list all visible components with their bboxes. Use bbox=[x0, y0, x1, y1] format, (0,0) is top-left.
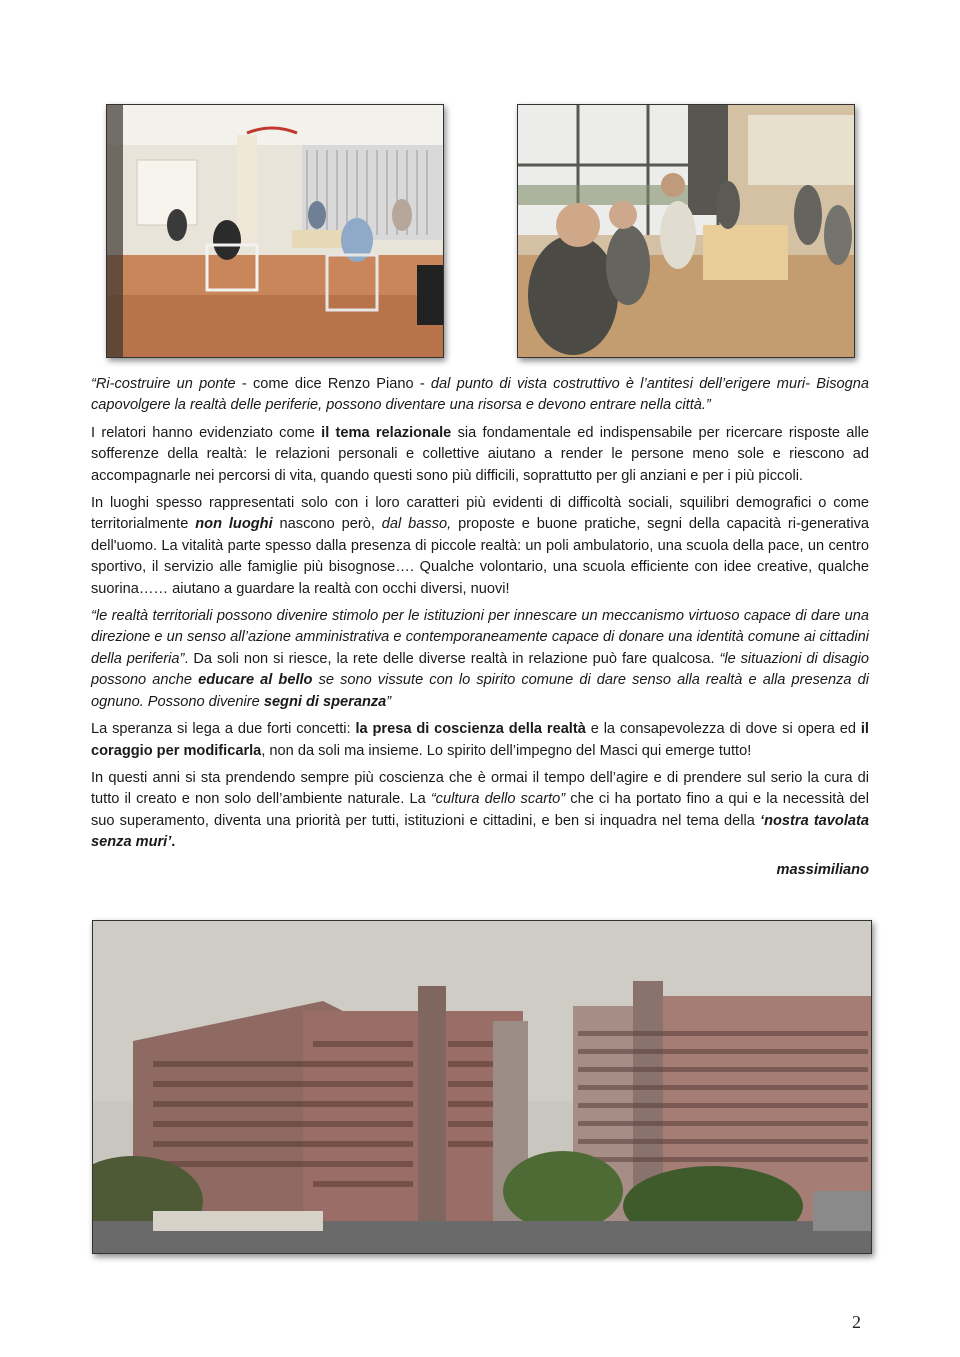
author-signature: massimiliano bbox=[776, 861, 869, 878]
paragraph-3: In luoghi spesso rappresentati solo con i loro caratteri più evidenti di difficoltà sociali, squilibri demografici o come territorialmente non luoghi nascono però, dal basso, proposte e buone pratiche, segni della capacità ri-generativa dell'uomo. La vitalità parte spesso dalla presenza di piccole realtà: un poli ambulatorio, una scuola della pace, un centro sportivo, il servizio alle famiglie più bisognose…. Qualche volontario, una scuola efficiente con idee creative, qualche suorina…… aiutano a guardare la realtà con occhi diversi, nuovi! bbox=[91, 495, 870, 597]
paragraph-4: “le realtà territoriali possono divenire stimolo per le istituzioni per innescare un meccanismo virtuoso capace di dare una direzione e un senso all’azione amministrativa e contemporaneamente capace di donare una identità comune ai cittadini della periferia”. Da soli non si riesce, la rete delle diverse realtà in relazione può fare qualcosa. “le situazioni di disagio possono anche educare al bello se sono vissute con lo spirito comune di dare senso alla realtà e alla presenza di ognuno. Possono divenire segni di speranza” bbox=[91, 608, 869, 710]
meeting-sunlit-room-photo bbox=[517, 104, 855, 358]
paragraph-2: I relatori hanno evidenziato come il tema relazionale sia fondamentale ed indispensabile per ricercare risposte alle sofferenze della realtà: le relazioni personali e collettive aiutano a render le persone meno sole e riescono ad accompagnarle nei percorsi di vita, quando questi sono più difficili, soprattutto per gli anziani e per i più piccoli. bbox=[91, 424, 869, 484]
paragraph-1: “Ri-costruire un ponte - come dice Renzo Piano - dal punto di vista costruttivo è l’antitesi dell’erigere muri- Bisogna capovolgere la realtà delle periferie, possono diventare una risorsa e devono entrare nella città.” bbox=[91, 376, 869, 414]
paragraph-5: La speranza si lega a due forti concetti: la presa di coscienza della realtà e la consapevolezza di dove si opera ed il coraggio per modificarla, non da soli ma insieme. Lo spirito dell’impegno del Masci qui emerge tutto! bbox=[91, 721, 869, 759]
page-number: 2 bbox=[852, 1312, 861, 1332]
housing-blocks-photo bbox=[92, 920, 872, 1254]
article-body bbox=[91, 374, 869, 887]
meeting-room-photo bbox=[106, 104, 444, 358]
paragraph-6: In questi anni si sta prendendo sempre più coscienza che è ormai il tempo dell’agire e di prendere sul serio la cura di tutto il creato e non solo dell’ambiente naturale. La “cultura dello scarto” che ci ha portato fino a qui e la necessità del suo superamento, diventa una priorità per tutti, istituzioni e cittadini, e ben si inquadra nel tema della ‘nostra tavolata senza muri’. bbox=[91, 769, 869, 851]
